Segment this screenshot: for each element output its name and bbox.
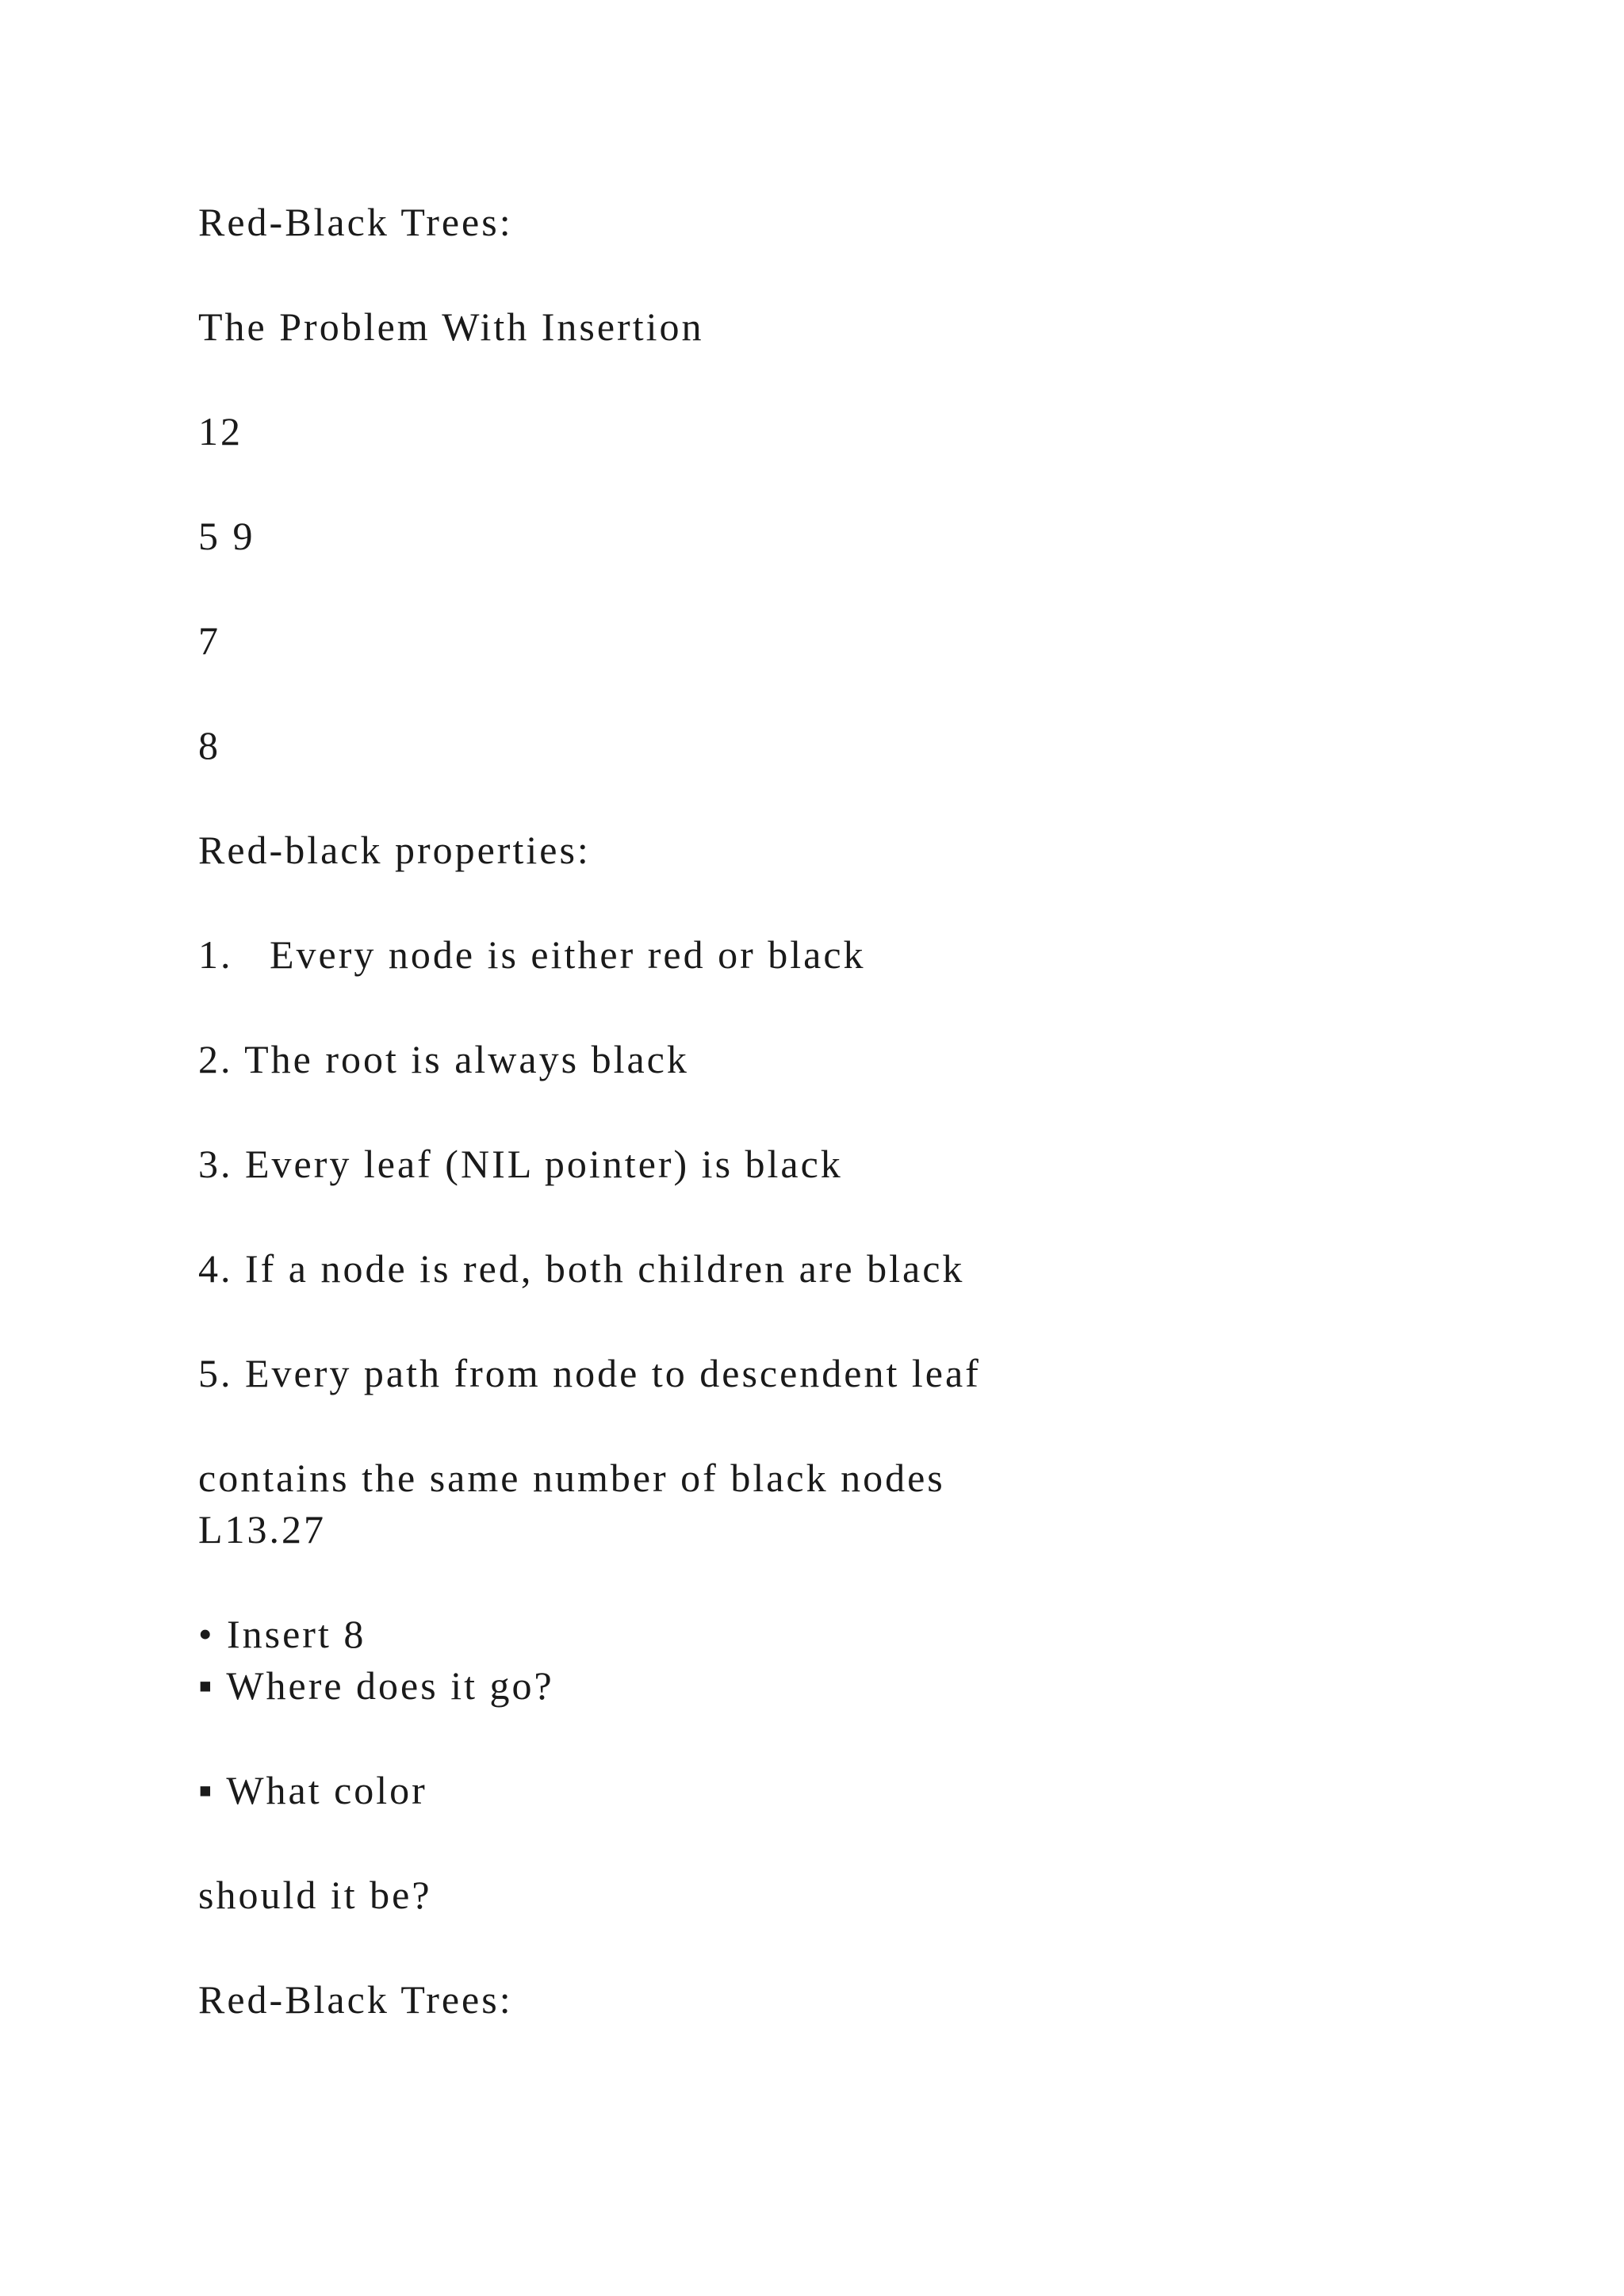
subheading-problem-with-insertion: The Problem With Insertion (198, 304, 704, 349)
sub-bullet-what-color-continued: should it be? (198, 1873, 432, 1917)
tree-node-8: 8 (198, 723, 220, 767)
property-5-continued: contains the same number of black nodes (198, 1456, 945, 1500)
sub-bullet-where-does-it-go: ▪ Where does it go? (198, 1663, 554, 1708)
property-4: 4. If a node is red, both children are black (198, 1246, 965, 1291)
property-3: 3. Every leaf (NIL pointer) is black (198, 1142, 843, 1186)
bullet-insert-8: • Insert 8 (198, 1612, 366, 1656)
tree-node-12: 12 (198, 409, 243, 453)
property-2: 2. The root is always black (198, 1037, 689, 1081)
property-5: 5. Every path from node to descendent leaf (198, 1351, 981, 1395)
property-1: 1. Every node is either red or black (198, 932, 866, 977)
sub-bullet-what-color: ▪ What color (198, 1768, 427, 1812)
heading-red-black-trees-repeat: Red-Black Trees: (198, 1977, 513, 2022)
heading-red-black-trees: Red-Black Trees: (198, 200, 513, 244)
tree-node-7: 7 (198, 618, 220, 663)
slide-number: L13.27 (198, 1507, 327, 1552)
properties-heading: Red-black properties: (198, 828, 591, 872)
tree-nodes-5-9: 5 9 (198, 514, 255, 558)
